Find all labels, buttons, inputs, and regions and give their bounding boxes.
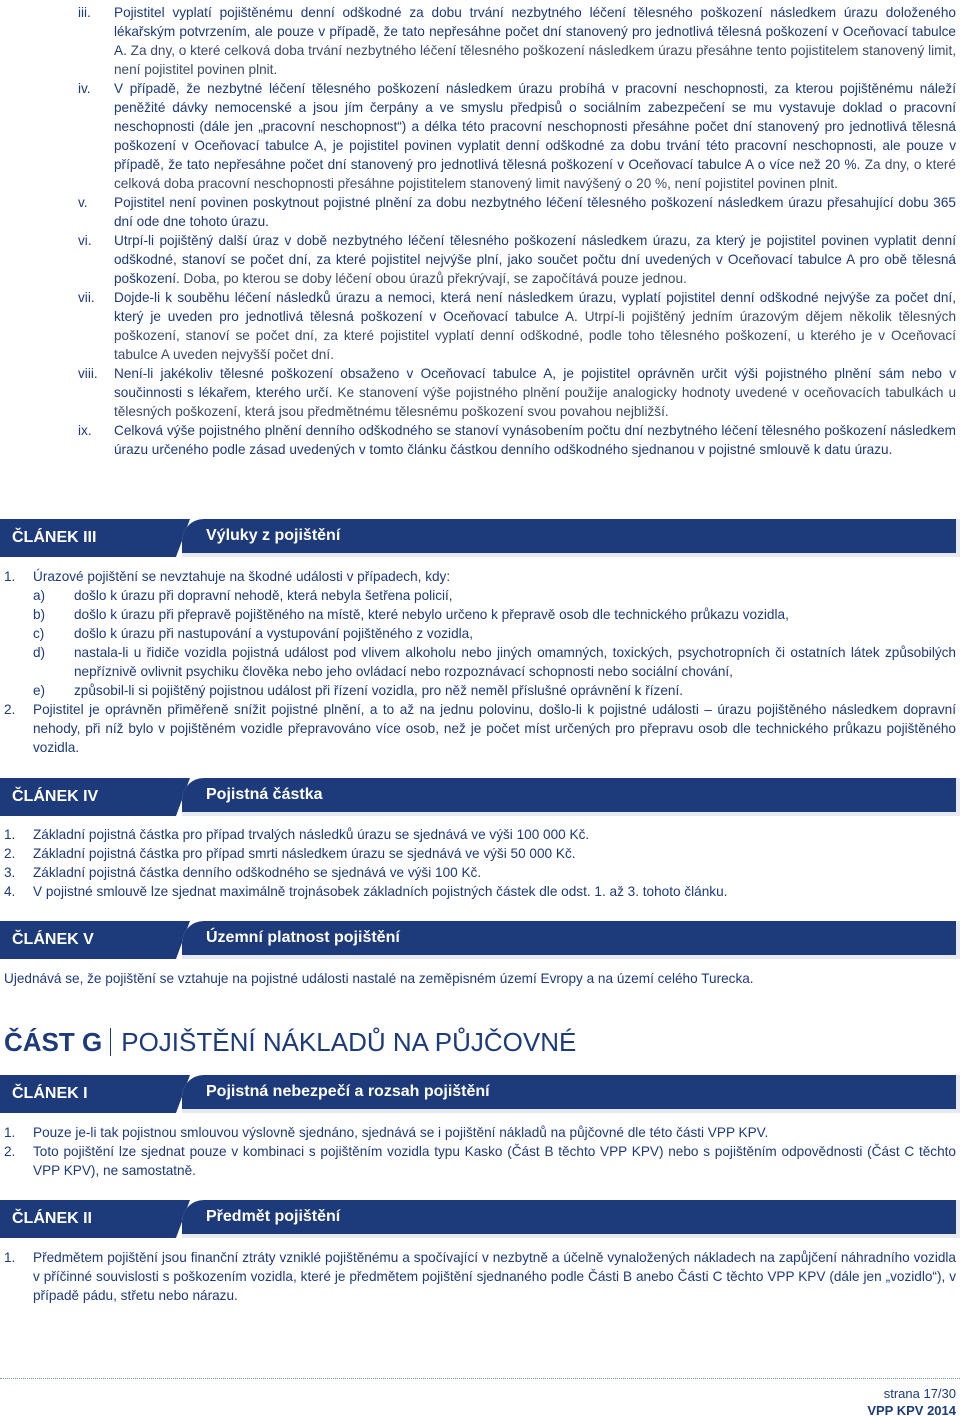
list-item (0, 825, 960, 844)
list-item (0, 231, 960, 288)
list-item (0, 193, 960, 231)
document-code: VPP KPV 2014 (867, 1403, 956, 1416)
section-header-g-clanek-ii (0, 1200, 960, 1238)
item-text: Předmětem pojištění jsou finanční ztráty vzniklé pojištěnému a spočívající v nezbytně a účelně vynaložených nákladech na zapůjčení náhradního vozidla v příčinné souvislosti s poškozením vozidla, které je předmětem pojištění sjednaného podle Části B anebo Části C těchto VPP KPV (dále jen „vozidlo“), v případě pádu, střetu nebo nárazu. (33, 1250, 956, 1303)
item-text: V pojistné smlouvě lze sjednat maximálně trojnásobek základních pojistných částek dle odst. 1. až 3. tohoto článku. (33, 884, 728, 899)
item-number: 1. (4, 1125, 16, 1140)
list-item (0, 863, 960, 882)
section-header-clanek-iv (0, 778, 960, 816)
list-item (0, 288, 960, 364)
list-item (0, 643, 960, 681)
item-number: v. (78, 195, 88, 210)
item-number: 4. (4, 884, 16, 899)
section-title: Pojistná nebezpečí a rozsah pojištění (182, 1075, 956, 1109)
clanek-v-text: Ujednává se, že pojištění se vztahuje na pojistné události nastalé na zeměpisném území Evropy a na území celého Turecka. (4, 971, 754, 986)
heading-divider (110, 1028, 111, 1056)
item-number: 2. (4, 702, 16, 717)
item-text-secondary: Za dny, o které celková doba trvání nezbytného léčení tělesného poškození následkem úrazu přesáhne tento pojistitelem stanovený limit, není pojistitel povinen plnit. (114, 43, 957, 77)
list-item (0, 586, 960, 605)
g-clanek-i-list (0, 1123, 960, 1180)
list-item (0, 844, 960, 863)
list-item (0, 700, 960, 757)
item-text: Celková výše pojistného plnění denního odškodného se stanoví vynásobením počtu dní nezbytného léčení tělesného poškození následkem úrazu určeného podle zásad uvedených v tomto článku částkou denního odškodného sjednanou v pojistné smlouvě k datu úrazu. (114, 423, 956, 457)
item-number: 1. (4, 569, 16, 584)
item-number: 2. (4, 1144, 16, 1159)
section-label: ČLÁNEK V (0, 921, 176, 959)
item-number: 1. (4, 827, 16, 842)
clanek-iii-list (0, 567, 960, 757)
item-text: nastala-li u řidiče vozidla pojistná událost pod vlivem alkoholu nebo jiných omamných, toxických, psychotropních či ostatních látek způsobilých nepříznivě ovlivnit psychiku člověka nebo jeho ovládací nebo rozpoznávací schopnosti nebo sociální chování, (74, 645, 956, 679)
item-text-secondary: Ke stanovení výše pojistného plnění použije analogicky hodnoty uvedené v oceňovacích tabulkách u tělesných poškození, která jsou předmětnému tělesnému poškození svou povahou nejbližší. (114, 385, 956, 419)
list-item (0, 364, 960, 421)
g-clanek-ii-list (0, 1248, 960, 1305)
item-number: vii. (78, 290, 95, 305)
item-text-secondary: Doba, po kterou se doby léčení obou úrazů překrývají, se započítává pouze jednou. (183, 271, 687, 286)
item-text: Utrpí-li pojištěný další úraz v době nezbytného léčení tělesného poškození následkem úrazu, za který je pojistitel povinen vyplatit denní odškodné, stanoví se počet dní, za které pojistitel nejvýše plní, jako součet počtu dní uvedených v Oceňovací tabulce A pro obě tělesná poškození. (114, 233, 956, 286)
item-text-secondary: Za dny, o které celková doba pracovní neschopnosti přesáhne pojistitelem stanovený limit navýšený o 20 %, není pojistitel povinen plnit. (114, 157, 956, 191)
section-title: Územní platnost pojištění (182, 921, 956, 955)
list-item (0, 681, 960, 700)
item-letter: d) (33, 645, 46, 660)
item-text: došlo k úrazu při dopravní nehodě, která nebyla šetřena policií, (74, 588, 453, 603)
item-letter: b) (33, 607, 46, 622)
item-number: vi. (78, 233, 92, 248)
item-text: Základní pojistná částka denního odškodného se sjednává ve výši 100 Kč. (33, 865, 482, 880)
item-number: 3. (4, 865, 16, 880)
item-letter: a) (33, 588, 46, 603)
part-heading (4, 1026, 576, 1058)
item-text: Pouze je-li tak pojistnou smlouvou výslovně sjednáno, sjednává se i pojištění nákladů na půjčovné dle této části VPP KPV. (33, 1125, 769, 1140)
footer-divider (0, 1378, 960, 1379)
item-text: Základní pojistná částka pro případ smrti následkem úrazu se sjednává ve výši 50 000 Kč. (33, 846, 576, 861)
section-label: ČLÁNEK IV (0, 778, 176, 816)
list-item (0, 421, 960, 459)
item-number: iv. (78, 81, 91, 96)
item-number: ix. (78, 423, 92, 438)
item-text: Pojistitel vyplatí pojištěnému denní odškodné za dobu trvání nezbytného léčení tělesného poškození následkem úrazu doloženého lékařským potvrzením, ale pouze v případě, že tato nepřesáhne počet dní stanovený pro jednotlivá tělesná poškození v Oceňovací tabulce A. (114, 5, 956, 58)
section-label: ČLÁNEK I (0, 1075, 176, 1113)
section-title: Výluky z pojištění (182, 519, 956, 553)
item-text: Toto pojištění lze sjednat pouze v kombinaci s pojištěním vozidla typu Kasko (Část B těchto VPP KPV) nebo s pojištěním odpovědnosti (Část C těchto VPP KPV), ne samostatně. (33, 1144, 956, 1178)
item-text: Není-li jakékoliv tělesné poškození obsaženo v Oceňovací tabulce A, je pojistitel oprávněn určit výši pojistného plnění sám nebo v součinnosti s lékařem, kterého určí. (114, 366, 956, 400)
list-item (0, 1248, 960, 1305)
item-text: způsobil-li si pojištěný pojistnou událost při řízení vozidla, pro něž neměl příslušné oprávnění k řízení. (74, 683, 684, 698)
item-text: Základní pojistná částka pro případ trvalých následků úrazu se sjednává ve výši 100 000 Kč. (33, 827, 590, 842)
section-title: Pojistná částka (182, 778, 956, 812)
item-number: iii. (78, 5, 91, 20)
section-header-clanek-v (0, 921, 960, 959)
item-text: došlo k úrazu při nastupování a vystupování pojištěného z vozidla, (74, 626, 473, 641)
list-item (0, 79, 960, 193)
section-header-clanek-iii (0, 519, 960, 557)
item-text: Pojistitel není povinen poskytnout pojistné plnění za dobu nezbytného léčení tělesného poškození následkem úrazu přesahující dobu 365 dní ode dne tohoto úrazu. (114, 195, 956, 229)
clanek-iv-list (0, 825, 960, 901)
item-letter: e) (33, 683, 46, 698)
section-title: Předmět pojištění (182, 1200, 956, 1234)
item-number: 1. (4, 1250, 16, 1265)
list-item (0, 624, 960, 643)
item-text-secondary: Utrpí-li pojištěný jedním úrazovým dějem několik tělesných poškození, stanoví se počet dní, za které pojistitel vyplatí denní odškodné, podle toho tělesného poškození, u kterého je v Oceňovací tabulce A uveden nejvyšší počet dní. (114, 309, 957, 362)
page-number: strana 17/30 (883, 1386, 956, 1401)
list-item (0, 1142, 960, 1180)
item-text: Úrazové pojištění se nevztahuje na škodné události v případech, kdy: (33, 569, 451, 584)
item-letter: c) (33, 626, 45, 641)
part-label: ČÁST G (4, 1027, 103, 1057)
list-item (0, 1123, 960, 1142)
roman-list (0, 3, 960, 459)
item-number: 2. (4, 846, 16, 861)
section-header-g-clanek-i (0, 1075, 960, 1113)
item-text: došlo k úrazu při přepravě pojištěného na místě, které nebylo určeno k přepravě osob dle technického průkazu vozidla, (74, 607, 789, 622)
section-label: ČLÁNEK III (0, 519, 176, 557)
list-item (0, 882, 960, 901)
item-text: V případě, že nezbytné léčení tělesného poškození následkem úrazu probíhá v pracovní neschopnosti, za kterou pojištěnému náleží peněžité dávky nemocenské a jsou jím čerpány a ve smyslu předpisů o sociálním zabezpečení se mu vystavuje doklad o pracovní neschopnosti (dále jen „pracovní neschopnost“) a délka této pracovní neschopnosti přesáhne počet dní stanovený pro jednotlivá tělesná poškození v Oceňovací tabulce A, je pojistitel povinen vyplatit denní odškodné za dobu trvání této pracovní neschopnosti, ale pouze v případě, že tato nepřesáhne počet dní stanovený pro jednotlivá tělesná poškození v Oceňovací tabulce A o více než 20 %. (114, 81, 956, 172)
item-number: viii. (78, 366, 98, 381)
section-label: ČLÁNEK II (0, 1200, 176, 1238)
list-item (0, 3, 960, 79)
part-title: POJIŠTĚNÍ NÁKLADŮ NA PŮJČOVNÉ (121, 1027, 577, 1057)
item-text: Pojistitel je oprávněn přiměřeně snížit pojistné plnění, a to až na jednu polovinu, došlo-li k pojistné události – úrazu pojištěného následkem dopravní nehody, při níž bylo v pojištěném vozidle přepravováno více osob, než je počet míst určených pro přepravu osob dle technického průkazu pojištěného vozidla. (33, 702, 956, 755)
list-item (0, 567, 960, 586)
item-text: Dojde-li k souběhu léčení následků úrazu a nemoci, která není následkem úrazu, vyplatí pojistitel denní odškodné nejvýše za počet dní, který je uveden pro jednotlivá tělesná poškození v Oceňovací tabulce A. (114, 290, 956, 324)
list-item (0, 605, 960, 624)
